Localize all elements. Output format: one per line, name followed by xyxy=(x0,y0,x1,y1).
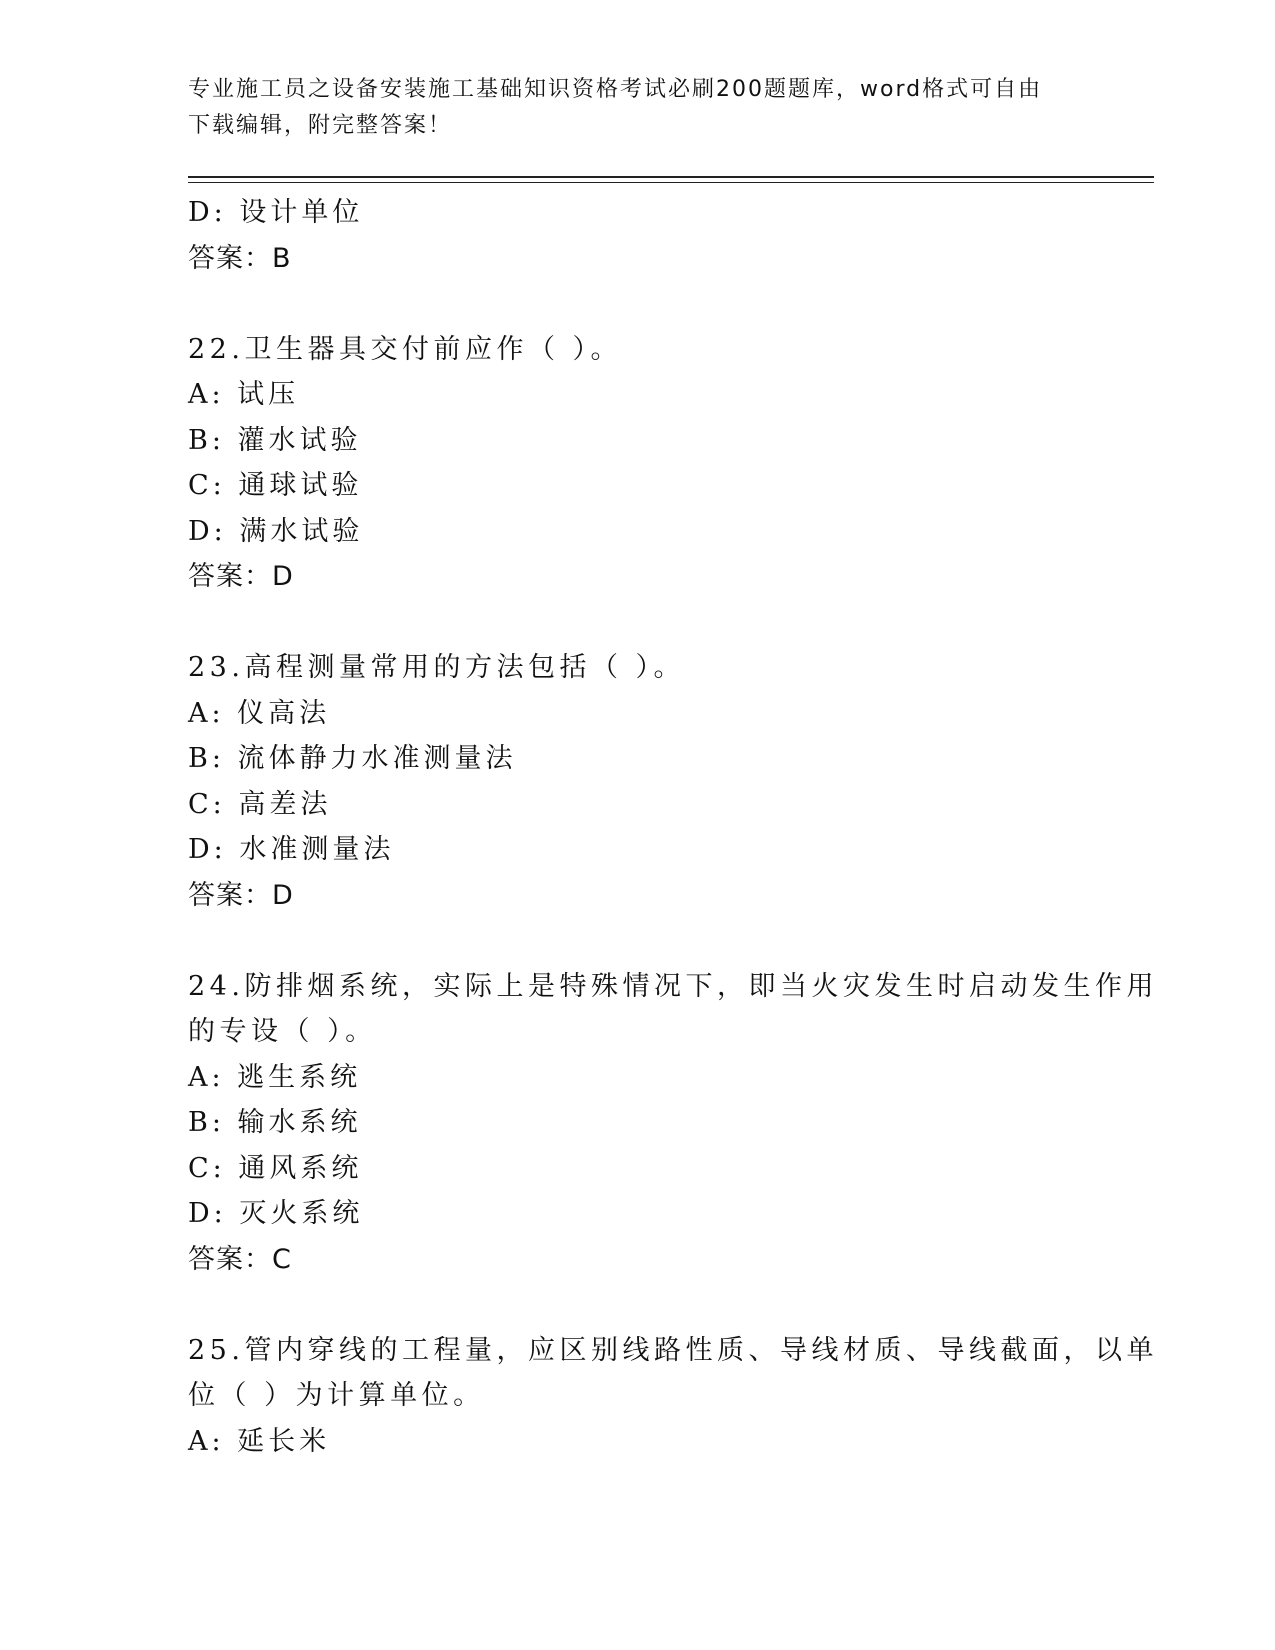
option-d: D: 灭火系统 xyxy=(188,1198,364,1229)
question-list xyxy=(188,190,1158,1464)
spacer xyxy=(188,1282,1088,1328)
option-d: D: 满水试验 xyxy=(188,515,364,547)
question-stem: 23.高程测量常用的方法包括（ ）。 xyxy=(188,652,686,683)
question-23 xyxy=(188,645,1088,918)
option-b: B: 流体静力水准测量法 xyxy=(188,743,517,774)
header-divider-thin xyxy=(188,182,1154,183)
option-b: B: 灌水试验 xyxy=(188,424,362,456)
header-title-line-1: 专业施工员之设备安装施工基础知识资格考试必刷200题题库，word格式可自由 xyxy=(188,77,1043,102)
option-d: D: 设计单位 xyxy=(188,197,364,228)
spacer xyxy=(188,281,1088,327)
option-a: A: 延长米 xyxy=(188,1425,331,1457)
question-stem-line-1: 25.管内穿线的工程量，应区别线路性质、导线材质、导线截面，以单 xyxy=(188,1334,1158,1366)
question-stem-line-2: 位（ ）为计算单位。 xyxy=(188,1380,485,1411)
question-stem: 22.卫生器具交付前应作（ ）。 xyxy=(188,333,623,365)
header-title-line-2: 下载编辑，附完整答案！ xyxy=(188,113,453,138)
option-a: A: 试压 xyxy=(188,379,300,410)
question-22 xyxy=(188,327,1088,600)
option-c: C: 通风系统 xyxy=(188,1152,363,1184)
option-c: C: 通球试验 xyxy=(188,470,363,501)
option-b: B: 输水系统 xyxy=(188,1107,362,1138)
question-21-tail xyxy=(188,190,1088,281)
answer-line: 答案：D xyxy=(188,561,294,592)
answer-line: 答案：D xyxy=(188,879,294,911)
spacer xyxy=(188,918,1088,964)
option-a: A: 逃生系统 xyxy=(188,1061,362,1093)
option-d: D: 水准测量法 xyxy=(188,834,395,865)
spacer xyxy=(188,600,1088,646)
document-header xyxy=(188,72,1088,144)
option-c: C: 高差法 xyxy=(188,788,332,820)
header-divider-thick xyxy=(188,176,1154,178)
option-a: A: 仪高法 xyxy=(188,697,331,729)
question-stem-line-1: 24.防排烟系统，实际上是特殊情况下，即当火灾发生时启动发生作用 xyxy=(188,970,1158,1002)
answer-line: 答案：C xyxy=(188,1243,292,1275)
answer-line: 答案：B xyxy=(188,242,292,274)
question-24 xyxy=(188,964,1158,1283)
question-25 xyxy=(188,1328,1158,1465)
question-stem-line-2: 的专设（ ）。 xyxy=(188,1016,377,1047)
